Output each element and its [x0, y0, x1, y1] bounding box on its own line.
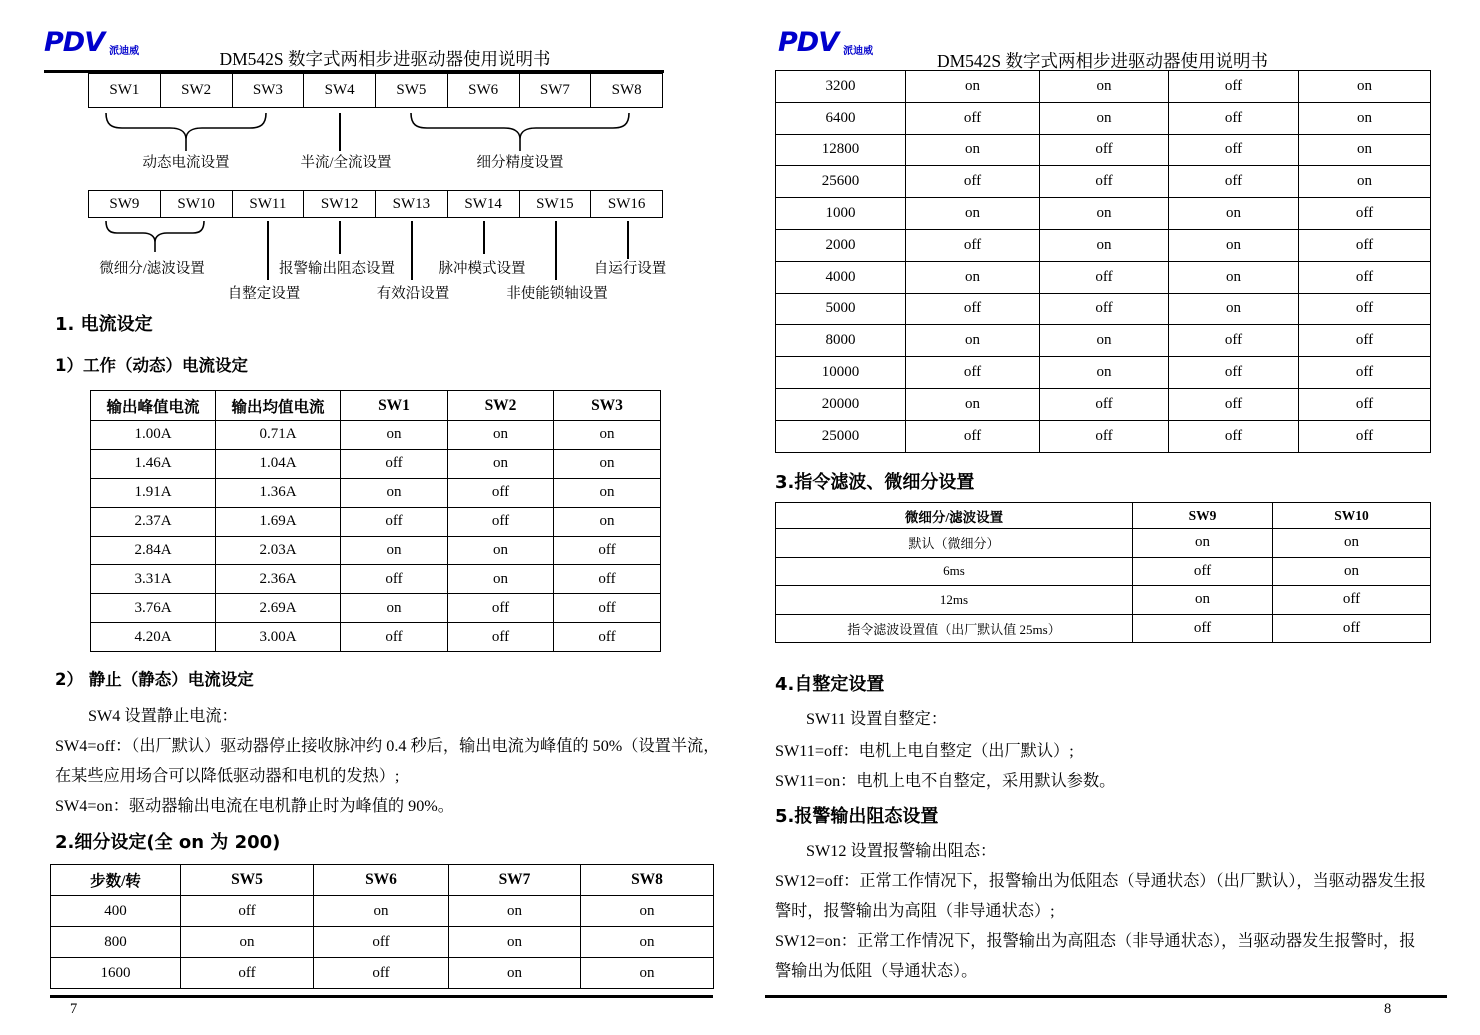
table-cell: 默认（微细分）: [776, 529, 1133, 558]
table-cell: 8000: [776, 325, 906, 357]
table-row: [776, 166, 1431, 198]
subsection-heading: 1）工作（动态）电流设定: [55, 356, 248, 375]
table-cell: SW3: [232, 74, 304, 108]
filter-microstep-table: [775, 502, 1431, 643]
microstep-table-continued: [775, 70, 1431, 453]
table-cell: 4.20A: [91, 623, 216, 652]
table-cell: off: [1040, 261, 1169, 293]
table-cell: off: [554, 623, 661, 652]
paragraph: [775, 866, 1426, 986]
table-cell: on: [581, 896, 714, 927]
logo-text: PDV: [778, 27, 839, 58]
table-cell: SW9: [89, 191, 161, 218]
table-cell: off: [1133, 557, 1273, 586]
table-cell: on: [554, 507, 661, 536]
column-header: SW6: [314, 865, 449, 896]
table-cell: off: [1169, 388, 1299, 420]
table-row: [91, 565, 661, 594]
column-header: SW5: [181, 865, 314, 896]
table-cell: 2000: [776, 229, 906, 261]
table-cell: off: [1299, 229, 1431, 261]
column-header: 输出峰值电流: [91, 391, 216, 421]
table-row: [776, 529, 1431, 558]
dip-group-label: 非使能锁轴设置: [506, 286, 608, 302]
column-header: 输出均值电流: [216, 391, 341, 421]
table-cell: on: [1040, 325, 1169, 357]
table-row: [776, 614, 1431, 643]
connector-line: [339, 113, 341, 151]
table-cell: off: [448, 594, 554, 623]
table-cell: 10000: [776, 357, 906, 389]
column-header: SW3: [554, 391, 661, 421]
table-cell: off: [1169, 357, 1299, 389]
table-cell: SW8: [591, 74, 663, 108]
table-cell: 3200: [776, 71, 906, 103]
table-cell: off: [1299, 420, 1431, 452]
logo-subtext: 派迪威: [109, 46, 140, 57]
column-header: SW2: [448, 391, 554, 421]
table-cell: on: [448, 536, 554, 565]
table-cell: SW15: [519, 191, 591, 218]
table-row: [776, 71, 1431, 103]
table-cell: off: [1169, 420, 1299, 452]
table-cell: on: [449, 896, 581, 927]
table-cell: on: [581, 958, 714, 989]
table-cell: on: [1299, 166, 1431, 198]
table-row: [776, 586, 1431, 615]
table-cell: 400: [51, 896, 181, 927]
table-cell: SW7: [519, 74, 591, 108]
paragraph-intro: SW4 设置静止电流：: [88, 707, 238, 725]
table-cell: off: [1040, 420, 1169, 452]
text-line: SW11=off：电机上电自整定（出厂默认）;: [775, 742, 1074, 760]
connector-line: [483, 221, 485, 254]
table-cell: 6400: [776, 102, 906, 134]
table-cell: 1.36A: [216, 478, 341, 507]
table-cell: 1.46A: [91, 449, 216, 478]
brace-icon: [409, 113, 631, 153]
table-row: [776, 261, 1431, 293]
table-cell: on: [581, 927, 714, 958]
table-cell: off: [1169, 166, 1299, 198]
microstep-table: [50, 864, 714, 989]
table-row: [91, 421, 661, 450]
page-number: 7: [70, 1001, 78, 1017]
table-cell: off: [1040, 134, 1169, 166]
table-cell: 2.03A: [216, 536, 341, 565]
paragraph-intro: SW11 设置自整定：: [806, 710, 948, 728]
table-cell: SW12: [304, 191, 376, 218]
table-cell: on: [906, 71, 1040, 103]
table-cell: on: [906, 388, 1040, 420]
table-cell: SW4: [304, 74, 376, 108]
dip-switch-row2-table: [88, 190, 663, 218]
table-cell: off: [554, 536, 661, 565]
table-cell: 4000: [776, 261, 906, 293]
table-cell: 0.71A: [216, 421, 341, 450]
column-header: 步数/转: [51, 865, 181, 896]
table-cell: SW10: [160, 191, 232, 218]
table-cell: 2.84A: [91, 536, 216, 565]
table-cell: on: [906, 325, 1040, 357]
section-heading: 4.自整定设置: [775, 674, 885, 695]
table-cell: 5000: [776, 293, 906, 325]
table-cell: 3.00A: [216, 623, 341, 652]
table-cell: on: [906, 134, 1040, 166]
table-row: [776, 557, 1431, 586]
table-row: [91, 449, 661, 478]
paragraph: [55, 731, 719, 821]
table-row: [91, 594, 661, 623]
table-cell: on: [448, 449, 554, 478]
table-cell: on: [554, 449, 661, 478]
table-cell: SW5: [376, 74, 448, 108]
table-cell: off: [906, 102, 1040, 134]
table-row: [776, 198, 1431, 230]
table-cell: on: [554, 478, 661, 507]
table-row: [776, 388, 1431, 420]
table-cell: 1.69A: [216, 507, 341, 536]
table-cell: off: [906, 293, 1040, 325]
table-cell: 25000: [776, 420, 906, 452]
column-header: SW1: [341, 391, 448, 421]
table-cell: off: [1133, 614, 1273, 643]
table-cell: off: [1040, 166, 1169, 198]
table-header-row: [51, 865, 714, 896]
table-row: [776, 134, 1431, 166]
text-line: SW4=on：驱动器输出电流在电机静止时为峰值的 90%。: [55, 797, 454, 815]
column-header: 微细分/滤波设置: [776, 503, 1133, 529]
table-cell: 12ms: [776, 586, 1133, 615]
table-cell: on: [314, 896, 449, 927]
text-line: 警时，报警输出为高阻（非导通状态）;: [775, 902, 1055, 920]
table-cell: on: [1040, 71, 1169, 103]
table-cell: on: [341, 421, 448, 450]
brace-icon: [104, 221, 206, 254]
table-cell: on: [448, 421, 554, 450]
table-cell: 指令滤波设置值（出厂默认值 25ms）: [776, 614, 1133, 643]
table-cell: SW1: [89, 74, 161, 108]
table-cell: 800: [51, 927, 181, 958]
table-cell: off: [181, 896, 314, 927]
table-cell: 2.36A: [216, 565, 341, 594]
page-title: DM542S 数字式两相步进驱动器使用说明书: [936, 51, 1269, 71]
dip-group-label: 半流/全流设置: [300, 155, 392, 171]
table-cell: SW6: [447, 74, 519, 108]
table-cell: 12800: [776, 134, 906, 166]
section-heading: 1. 电流设定: [55, 314, 153, 335]
text-line: SW11=on：电机上电不自整定，采用默认参数。: [775, 772, 1116, 790]
dip-group-label: 微细分/滤波设置: [99, 261, 205, 277]
logo-text: PDV: [44, 27, 105, 58]
table-row: [91, 623, 661, 652]
table-cell: on: [1133, 586, 1273, 615]
table-cell: 1.04A: [216, 449, 341, 478]
table-cell: on: [1169, 229, 1299, 261]
dip-group-label: 自运行设置: [593, 261, 667, 277]
table-row: [51, 958, 714, 989]
table-cell: 25600: [776, 166, 906, 198]
table-cell: on: [1169, 198, 1299, 230]
text-line: 警输出为低阻（导通状态）。: [775, 962, 978, 980]
table-cell: SW11: [232, 191, 304, 218]
table-cell: 1600: [51, 958, 181, 989]
table-row: [776, 229, 1431, 261]
text-line: SW4=off：（出厂默认）驱动器停止接收脉冲约 0.4 秒后，输出电流为峰值的 50%（设置半流，: [55, 737, 720, 755]
section-heading: 3.指令滤波、微细分设置: [775, 472, 975, 493]
table-cell: SW16: [591, 191, 663, 218]
dip-group-label: 有效沿设置: [376, 286, 450, 302]
table-row: [776, 357, 1431, 389]
dip-switch-row1-table: [88, 73, 663, 108]
table-cell: on: [1273, 557, 1431, 586]
table-cell: off: [1040, 388, 1169, 420]
table-cell: off: [1299, 293, 1431, 325]
connector-line: [627, 221, 629, 259]
table-cell: SW2: [160, 74, 232, 108]
table-row: [776, 293, 1431, 325]
table-cell: on: [341, 536, 448, 565]
table-cell: SW14: [447, 191, 519, 218]
table-cell: off: [314, 958, 449, 989]
column-header: SW9: [1133, 503, 1273, 529]
dynamic-current-table: [90, 390, 661, 652]
dip-group-label: 自整定设置: [227, 286, 301, 302]
table-cell: off: [1299, 198, 1431, 230]
column-header: SW8: [581, 865, 714, 896]
subsection-heading: 2） 静止（静态）电流设定: [55, 670, 254, 689]
table-cell: on: [1040, 357, 1169, 389]
table-cell: on: [906, 198, 1040, 230]
table-cell: off: [181, 958, 314, 989]
table-cell: on: [341, 478, 448, 507]
table-cell: off: [1299, 325, 1431, 357]
table-cell: 2.37A: [91, 507, 216, 536]
text-line: SW12=off：正常工作情况下，报警输出为低阻态（导通状态）（出厂默认），当驱动器发生报: [775, 872, 1426, 890]
connector-line: [411, 221, 413, 280]
table-cell: off: [341, 449, 448, 478]
table-cell: on: [448, 565, 554, 594]
footer-rule: [50, 995, 713, 998]
dip-group-label: 动态电流设置: [142, 155, 230, 171]
table-row: [91, 478, 661, 507]
table-cell: off: [1040, 293, 1169, 325]
connector-line: [267, 221, 269, 280]
dip-group-label: 报警输出阻态设置: [279, 261, 395, 277]
table-cell: off: [554, 594, 661, 623]
table-cell: off: [906, 420, 1040, 452]
table-cell: off: [1169, 71, 1299, 103]
footer-rule: [765, 995, 1447, 998]
table-cell: 2.69A: [216, 594, 341, 623]
table-header-row: [91, 391, 661, 421]
table-row: [51, 896, 714, 927]
table-cell: off: [341, 507, 448, 536]
table-cell: off: [341, 623, 448, 652]
table-cell: SW13: [376, 191, 448, 218]
table-row: [89, 191, 663, 218]
table-cell: on: [181, 927, 314, 958]
text-line: 在某些应用场合可以降低驱动器和电机的发热）;: [55, 767, 400, 785]
table-cell: off: [906, 166, 1040, 198]
section-heading: 2.细分设定(全 on 为 200): [55, 832, 281, 853]
table-cell: off: [1299, 357, 1431, 389]
connector-line: [339, 221, 341, 254]
table-header-row: [776, 503, 1431, 529]
table-row: [91, 536, 661, 565]
table-cell: 1000: [776, 198, 906, 230]
table-cell: on: [1040, 102, 1169, 134]
page-title: DM542S 数字式两相步进驱动器使用说明书: [219, 49, 551, 69]
dip-group-label: 细分精度设置: [476, 155, 564, 171]
table-cell: off: [448, 623, 554, 652]
table-cell: 1.00A: [91, 421, 216, 450]
table-cell: off: [906, 229, 1040, 261]
column-header: SW7: [449, 865, 581, 896]
table-cell: off: [448, 507, 554, 536]
table-cell: on: [1273, 529, 1431, 558]
logo-subtext: 派迪威: [843, 46, 874, 57]
text-line: SW12=on：正常工作情况下，报警输出为高阻态（非导通状态），当驱动器发生报警时，报: [775, 932, 1416, 950]
table-cell: on: [1133, 529, 1273, 558]
section-heading: 5.报警输出阻态设置: [775, 806, 939, 827]
table-cell: off: [554, 565, 661, 594]
table-row: [91, 507, 661, 536]
table-cell: off: [1273, 614, 1431, 643]
table-cell: off: [1169, 102, 1299, 134]
table-cell: 20000: [776, 388, 906, 420]
table-cell: off: [341, 565, 448, 594]
dip-group-label: 脉冲模式设置: [438, 261, 526, 277]
table-cell: on: [1169, 261, 1299, 293]
table-cell: on: [1040, 198, 1169, 230]
table-cell: on: [1040, 229, 1169, 261]
table-cell: 3.31A: [91, 565, 216, 594]
table-cell: on: [1299, 134, 1431, 166]
table-cell: off: [1273, 586, 1431, 615]
table-cell: on: [906, 261, 1040, 293]
table-cell: off: [1299, 261, 1431, 293]
table-cell: on: [1299, 102, 1431, 134]
table-cell: off: [1299, 388, 1431, 420]
table-cell: on: [554, 421, 661, 450]
connector-line: [555, 221, 557, 280]
table-cell: 6ms: [776, 557, 1133, 586]
table-cell: on: [449, 958, 581, 989]
table-cell: on: [1299, 71, 1431, 103]
table-cell: 1.91A: [91, 478, 216, 507]
paragraph: [775, 736, 1115, 796]
table-row: [776, 102, 1431, 134]
table-cell: off: [448, 478, 554, 507]
table-row: [776, 420, 1431, 452]
table-row: [89, 74, 663, 108]
table-cell: off: [1169, 134, 1299, 166]
table-cell: 3.76A: [91, 594, 216, 623]
table-cell: off: [314, 927, 449, 958]
paragraph-intro: SW12 设置报警输出阻态：: [806, 842, 997, 860]
table-row: [776, 325, 1431, 357]
table-cell: on: [449, 927, 581, 958]
table-cell: off: [1169, 325, 1299, 357]
table-cell: on: [341, 594, 448, 623]
table-cell: off: [906, 357, 1040, 389]
page-number: 8: [1384, 1001, 1392, 1017]
table-row: [51, 927, 714, 958]
brace-icon: [104, 113, 268, 153]
table-cell: on: [1169, 293, 1299, 325]
column-header: SW10: [1273, 503, 1431, 529]
